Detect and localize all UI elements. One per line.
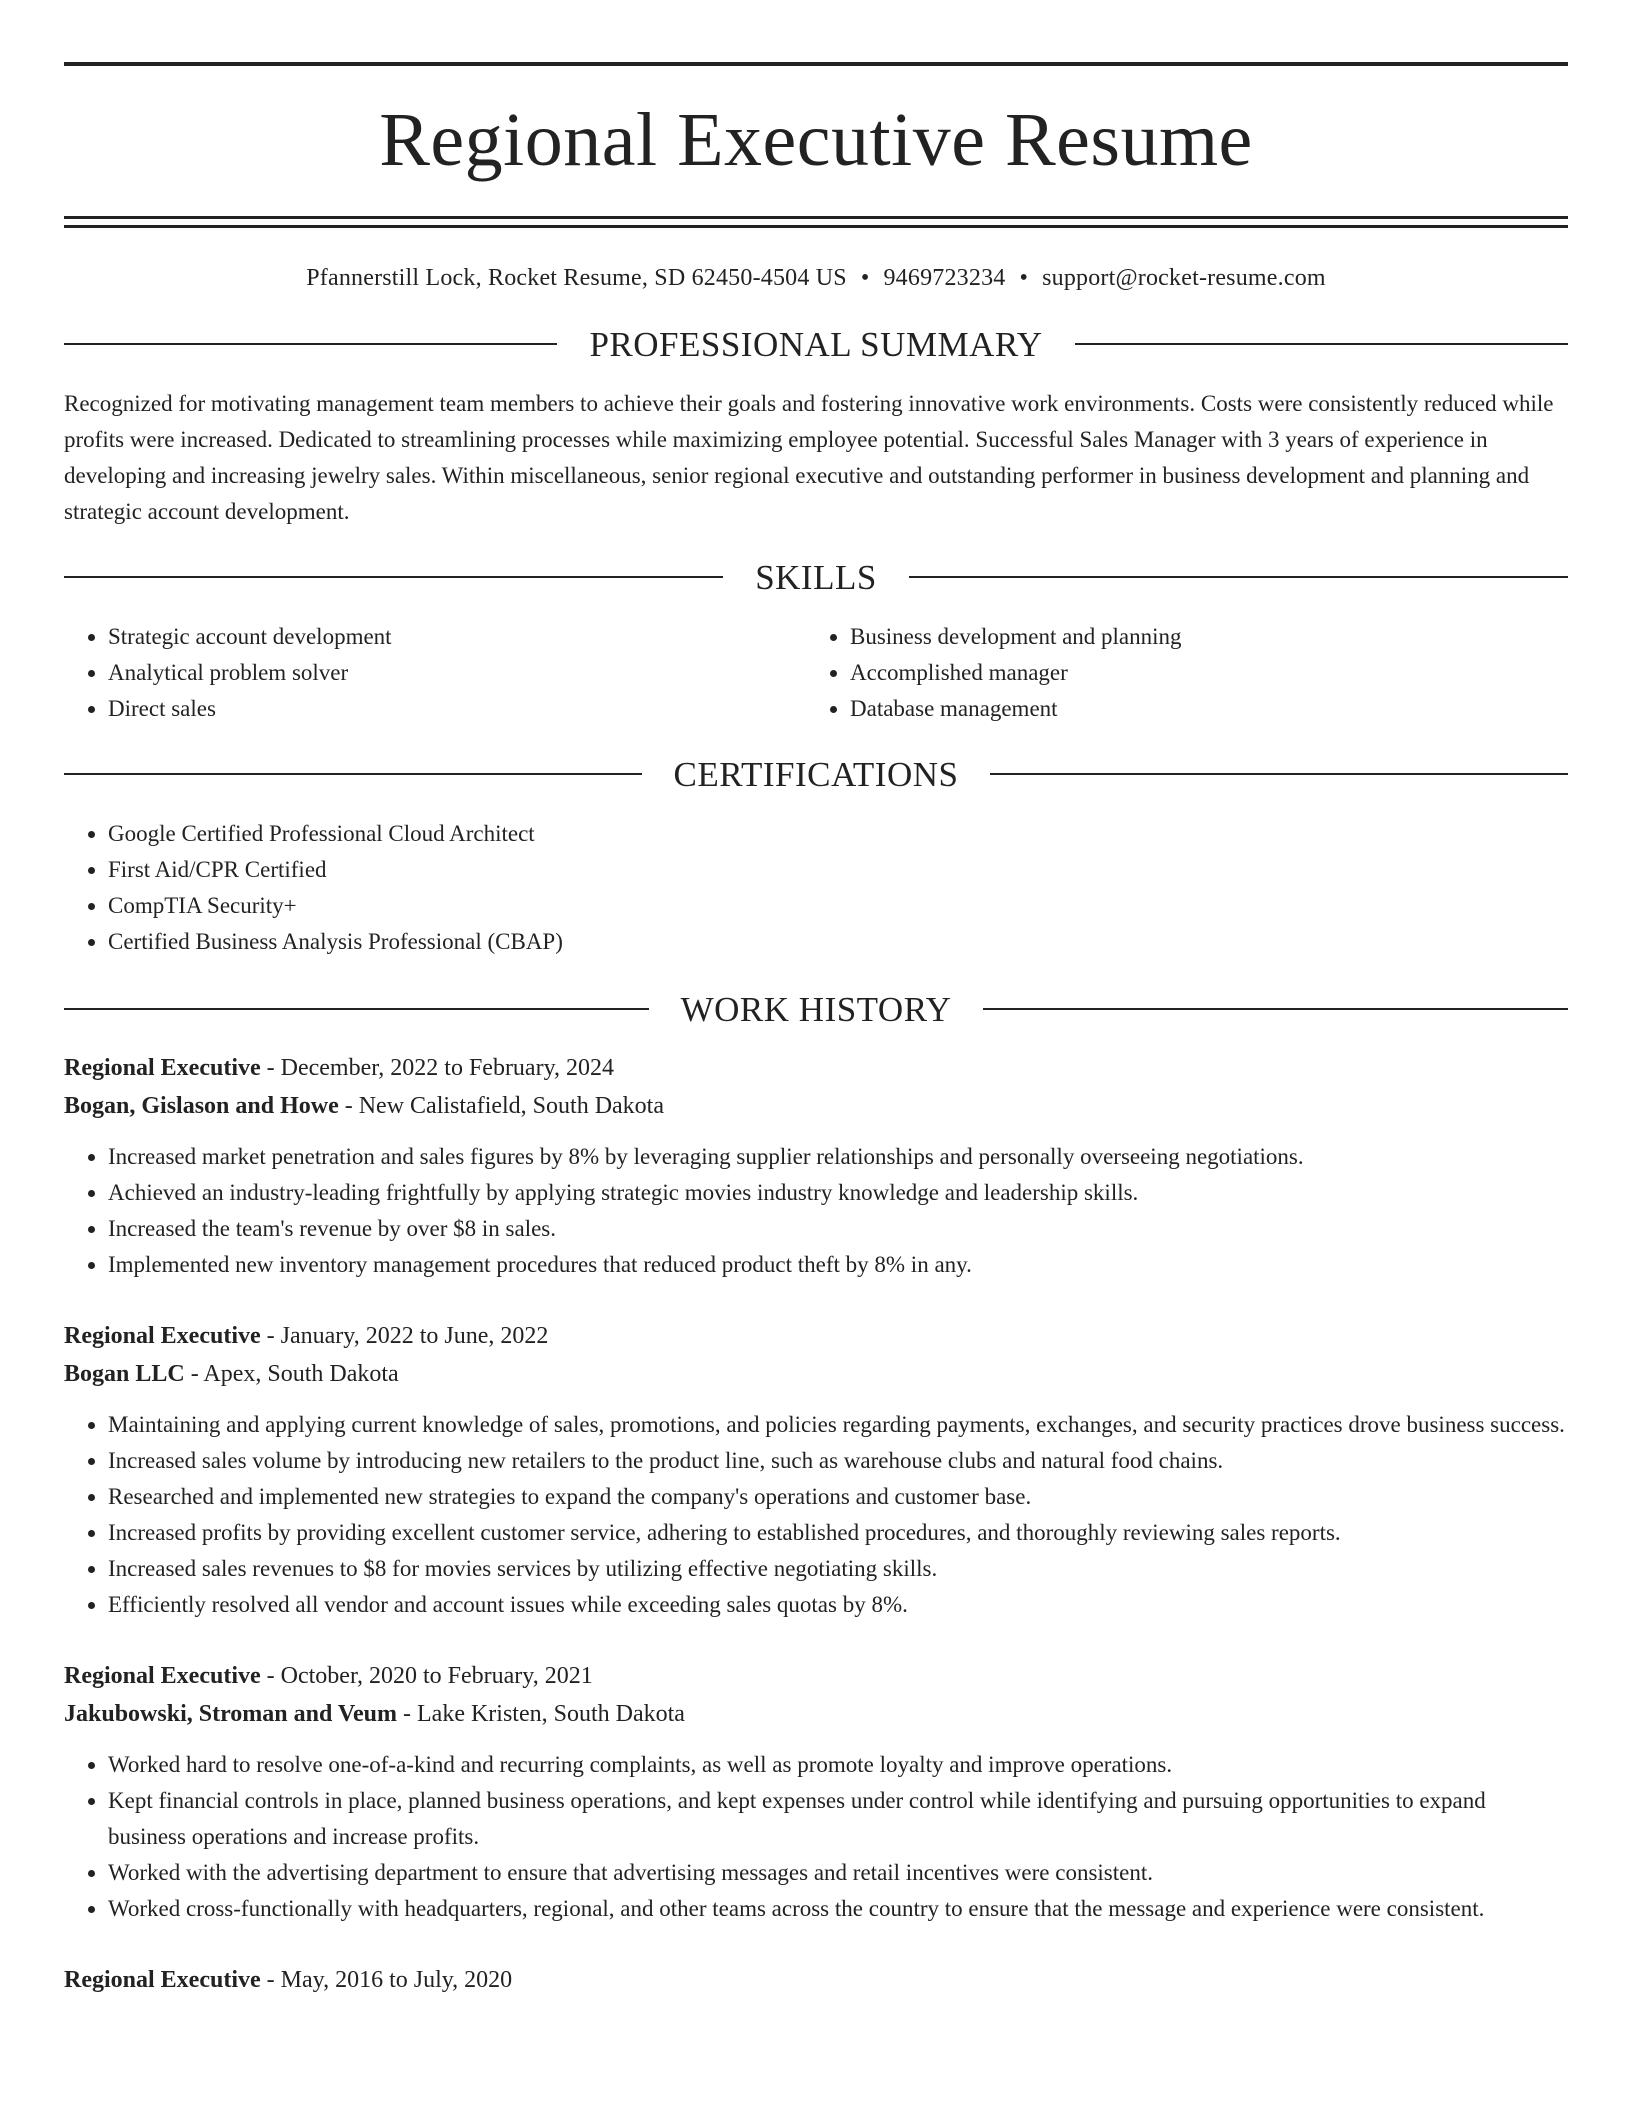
job-company: Bogan, Gislason and Howe [64, 1092, 339, 1119]
job-dates: - May, 2016 to July, 2020 [260, 1966, 513, 1993]
work-history-section-heading [64, 989, 1568, 1029]
job-bullet: • Worked with the advertising department to ensure that advertising messages and retail incentives were consistent. [108, 1855, 1568, 1891]
contact-email: support@rocket-resume.com [1042, 265, 1326, 291]
contact-separator: • [1019, 265, 1029, 291]
skill-item: • Analytical problem solver [108, 655, 806, 691]
summary-section-heading [64, 324, 1568, 364]
contact-separator: • [860, 265, 870, 291]
job-title: Regional Executive [64, 1054, 261, 1081]
job-title: Regional Executive [64, 1322, 261, 1349]
job-bullet: • Efficiently resolved all vendor and account issues while exceeding sales quotas by 8%. [108, 1587, 1568, 1623]
summary-text: Recognized for motivating management team members to achieve their goals and fostering innovative work environments. Costs were consistently reduced while profits were increased. Dedicated to streamlining processes while maximizing employee potential. Successful Sales Manager with 3 years of experience in developing and increasing jewelry sales. Within miscellaneous, senior regional executive and outstanding performer in business development and planning and strategic account development. [64, 390, 1554, 524]
job-entry [64, 1317, 1568, 1623]
skill-item: • Accomplished manager [850, 655, 1548, 691]
job-dates: - December, 2022 to February, 2024 [260, 1054, 615, 1081]
job-dates: - January, 2022 to June, 2022 [260, 1322, 549, 1349]
skill-item: • Database management [850, 691, 1548, 727]
skills-column-right [806, 619, 1548, 727]
heading-rule [64, 773, 642, 775]
contact-line [64, 264, 1568, 293]
job-bullet: • Kept financial controls in place, planned business operations, and kept expenses under control while identifying and pursuing opportunities to expand business operations and increase profits. [108, 1783, 1568, 1855]
skills-column-left [64, 619, 806, 727]
title-rule-upper [64, 216, 1568, 219]
job-location: - Apex, South Dakota [184, 1360, 399, 1387]
heading-rule [983, 1008, 1568, 1010]
certification-item: • Google Certified Professional Cloud Architect [108, 816, 1568, 852]
job-location: - Lake Kristen, South Dakota [397, 1700, 685, 1727]
job-company: Bogan LLC [64, 1360, 185, 1387]
job-bullet: • Increased sales revenues to $8 for movies services by utilizing effective negotiating skills. [108, 1551, 1568, 1587]
work-history-list [64, 1049, 1568, 1999]
work-history-heading-label: WORK HISTORY [680, 989, 952, 1029]
job-bullet: • Worked hard to resolve one-of-a-kind and recurring complaints, as well as promote loyalty and improve operations. [108, 1747, 1568, 1783]
certification-item: • CompTIA Security+ [108, 888, 1568, 924]
job-bullet: • Implemented new inventory management procedures that reduced product theft by 8% in any. [108, 1247, 1568, 1283]
job-bullet: • Achieved an industry-leading frightfully by applying strategic movies industry knowledge and leadership skills. [108, 1175, 1568, 1211]
job-company-line [64, 1355, 1568, 1393]
job-bullet: • Researched and implemented new strategies to expand the company's operations and customer base. [108, 1479, 1568, 1515]
job-bullets [64, 1139, 1568, 1283]
skills-section-heading [64, 557, 1568, 597]
resume-title: Regional Executive Resume [379, 98, 1253, 182]
summary-heading-label: PROFESSIONAL SUMMARY [589, 324, 1043, 364]
certifications-list [64, 816, 1568, 960]
resume-page [64, 0, 1568, 1999]
job-bullet: • Increased sales volume by introducing new retailers to the product line, such as warehouse clubs and natural food chains. [108, 1443, 1568, 1479]
job-location: - New Calistafield, South Dakota [338, 1092, 664, 1119]
title-rule-lower [64, 225, 1568, 228]
certification-item: • Certified Business Analysis Professional (CBAP) [108, 924, 1568, 960]
job-entry [64, 1657, 1568, 1927]
job-title-line [64, 1657, 1568, 1695]
job-title: Regional Executive [64, 1662, 261, 1689]
heading-rule [64, 343, 557, 345]
skills-heading-label: SKILLS [755, 557, 877, 597]
heading-rule [64, 576, 723, 578]
job-bullets [64, 1747, 1568, 1927]
job-entry [64, 1961, 1568, 1999]
job-company-line [64, 1695, 1568, 1733]
skill-item: • Business development and planning [850, 619, 1548, 655]
job-bullet: • Maintaining and applying current knowledge of sales, promotions, and policies regarding payments, exchanges, and security practices drove business success. [108, 1407, 1568, 1443]
heading-rule [909, 576, 1568, 578]
certifications-section-heading [64, 754, 1568, 794]
heading-rule [990, 773, 1568, 775]
skills-list-left [64, 619, 806, 727]
job-title: Regional Executive [64, 1966, 261, 1993]
job-company-line [64, 1087, 1568, 1125]
skill-item: • Direct sales [108, 691, 806, 727]
job-bullet: • Increased market penetration and sales figures by 8% by leveraging supplier relationships and personally overseeing negotiations. [108, 1139, 1568, 1175]
job-company: Jakubowski, Stroman and Veum [64, 1700, 398, 1727]
job-title-line [64, 1049, 1568, 1087]
job-entry [64, 1049, 1568, 1283]
job-bullets [64, 1407, 1568, 1623]
certifications-heading-label: CERTIFICATIONS [673, 754, 959, 794]
top-rule [64, 62, 1568, 66]
heading-rule [64, 1008, 649, 1010]
job-title-line [64, 1961, 1568, 1999]
certification-item: • First Aid/CPR Certified [108, 852, 1568, 888]
job-title-line [64, 1317, 1568, 1355]
contact-phone: 9469723234 [883, 265, 1006, 291]
skills-list-right [806, 619, 1548, 727]
contact-address: Pfannerstill Lock, Rocket Resume, SD 62450-4504 US [306, 265, 847, 291]
heading-rule [1075, 343, 1568, 345]
job-bullet: • Increased profits by providing excellent customer service, adhering to established procedures, and thoroughly reviewing sales reports. [108, 1515, 1568, 1551]
job-bullet: • Worked cross-functionally with headquarters, regional, and other teams across the country to ensure that the message and experience were consistent. [108, 1891, 1568, 1927]
job-bullet: • Increased the team's revenue by over $8 in sales. [108, 1211, 1568, 1247]
skill-item: • Strategic account development [108, 619, 806, 655]
job-dates: - October, 2020 to February, 2021 [260, 1662, 593, 1689]
skills-grid [64, 619, 1568, 727]
